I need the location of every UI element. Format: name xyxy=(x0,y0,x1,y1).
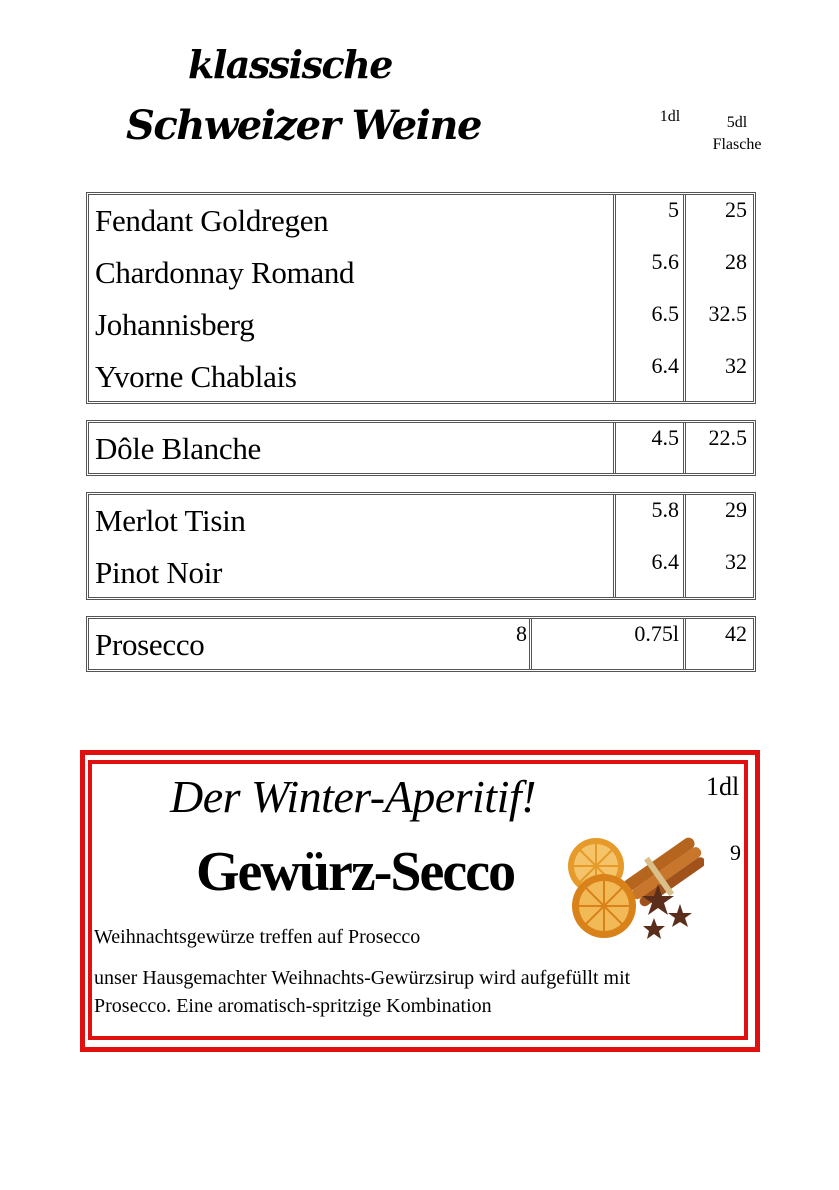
column-header-5dl xyxy=(712,112,762,156)
price-1dl: 6.5 xyxy=(651,301,679,326)
price-1dl: 6.4 xyxy=(651,353,679,378)
wine-name: Yvorne Chablais xyxy=(95,359,297,394)
price-5dl: 32 xyxy=(725,549,747,574)
table-row xyxy=(89,195,753,247)
wine-name: Pinot Noir xyxy=(95,555,223,590)
promo-title: Gewürz-Secco xyxy=(196,841,515,903)
price-glass: 8 xyxy=(516,621,527,646)
table-row xyxy=(89,351,753,403)
price-1dl: 5.8 xyxy=(651,497,679,522)
wine-name: Johannisberg xyxy=(95,307,255,342)
table-row xyxy=(89,619,753,671)
price-1dl: 6.4 xyxy=(651,549,679,574)
column-header-5dl-line2: Flasche xyxy=(712,136,762,153)
wine-name: Merlot Tisin xyxy=(95,503,246,538)
price-1dl: 5 xyxy=(668,197,679,222)
table-row xyxy=(89,299,753,351)
price-1dl: 4.5 xyxy=(651,425,679,450)
price-5dl: 32.5 xyxy=(708,301,747,326)
promo-price: 9 xyxy=(730,840,741,865)
price-1dl: 5.6 xyxy=(651,249,679,274)
price-5dl: 22.5 xyxy=(708,425,747,450)
price-5dl: 28 xyxy=(725,249,747,274)
table-row xyxy=(89,423,753,475)
bottle-size: 0.75l xyxy=(634,621,679,646)
wine-group-red xyxy=(86,492,756,600)
promo-subtitle: Der Winter-Aperitif! xyxy=(170,771,536,822)
wine-group-rose xyxy=(86,420,756,476)
column-header-5dl-line1: 5dl xyxy=(726,114,748,131)
table-row xyxy=(89,495,753,547)
wine-name: Fendant Goldregen xyxy=(95,203,329,238)
column-header-1dl: 1dl xyxy=(659,108,681,125)
price-5dl: 32 xyxy=(725,353,747,378)
menu-title-line2: Schweizer Weine xyxy=(126,102,481,149)
promo-description-line2: unser Hausgemachter Weihnachts-Gewürzsirup wird aufgefüllt mit Prosecco. Eine aromatisch-spritzige Kombination xyxy=(94,967,631,1017)
wine-name: Chardonnay Romand xyxy=(95,255,355,290)
table-row xyxy=(89,247,753,299)
orange-cinnamon-star-anise-icon xyxy=(562,822,704,944)
wine-group-white xyxy=(86,192,756,404)
price-5dl: 29 xyxy=(725,497,747,522)
promo-unit: 1dl xyxy=(706,772,740,801)
menu-title-line1: klassische xyxy=(188,42,392,87)
wine-group-sparkling xyxy=(86,616,756,672)
price-5dl: 25 xyxy=(725,197,747,222)
wine-name: Prosecco xyxy=(95,627,205,662)
price-bottle: 42 xyxy=(725,621,747,646)
wine-name: Dôle Blanche xyxy=(95,431,261,466)
promo-description-line1: Weihnachtsgewürze treffen auf Prosecco xyxy=(94,926,421,948)
table-row xyxy=(89,547,753,599)
